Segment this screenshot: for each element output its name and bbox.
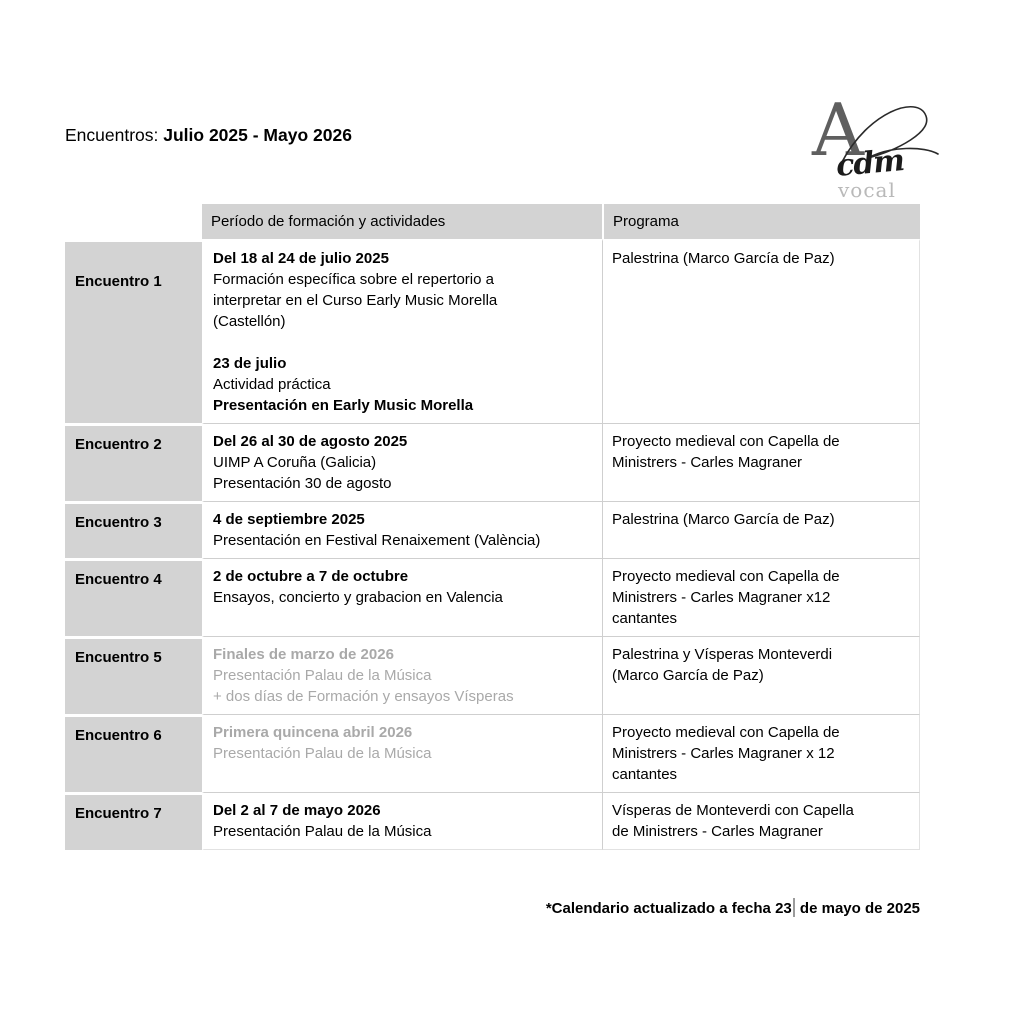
page-title-range: Julio 2025 - Mayo 2026 — [163, 125, 352, 145]
periodo-line: UIMP A Coruña (Galicia) — [213, 454, 377, 471]
periodo-line: Ensayos, concierto y grabacion en Valencia — [213, 589, 503, 606]
periodo-line: 23 de julio — [213, 355, 287, 372]
encuentro-label: Encuentro 3 — [65, 501, 202, 558]
schedule-table-wrap — [65, 204, 920, 850]
logo-sub-vocal: vocal — [838, 178, 896, 202]
programa-cell — [602, 636, 920, 714]
programa-cell — [602, 239, 920, 423]
periodo-line: Presentación en Early Music Morella — [213, 397, 474, 414]
encuentro-label: Encuentro 2 — [65, 423, 202, 501]
header-empty-cell — [65, 204, 202, 239]
programa-line: Palestrina (Marco García de Paz) — [612, 250, 835, 267]
programa-cell — [602, 501, 920, 558]
programa-cell — [602, 423, 920, 501]
periodo-cell — [202, 714, 602, 792]
periodo-line: Formación específica sobre el repertorio a — [213, 271, 494, 288]
schedule-row — [65, 558, 920, 636]
header-programa: Programa — [602, 204, 920, 239]
schedule-row — [65, 714, 920, 792]
schedule-row — [65, 423, 920, 501]
periodo-cell — [202, 423, 602, 501]
periodo-line: Finales de marzo de 2026 — [213, 646, 394, 663]
programa-line: Vísperas de Monteverdi con Capella — [612, 802, 854, 819]
schedule-row — [65, 636, 920, 714]
periodo-line: Del 2 al 7 de mayo 2026 — [213, 802, 381, 819]
programa-line: cantantes — [612, 610, 678, 627]
programa-line: Proyecto medieval con Capella de — [612, 433, 840, 450]
update-note — [546, 898, 920, 917]
periodo-line: + dos días de Formación y ensayos Vísperas — [213, 688, 514, 705]
periodo-cell — [202, 792, 602, 850]
update-note-before-caret: *Calendario actualizado a fecha 23 — [545, 900, 792, 917]
encuentro-label: Encuentro 5 — [65, 636, 202, 714]
logo-letter-a: A — [812, 88, 864, 172]
programa-line: Ministrers - Carles Magraner — [612, 454, 803, 471]
periodo-cell — [202, 636, 602, 714]
periodo-line: Presentación Palau de la Música — [213, 745, 432, 762]
page-title-prefix: Encuentros: — [65, 125, 164, 145]
periodo-line: Primera quincena abril 2026 — [213, 724, 413, 741]
page-title — [65, 124, 352, 146]
schedule-row — [65, 239, 920, 423]
programa-line: de Ministrers - Carles Magraner — [612, 823, 823, 840]
periodo-line: 2 de octubre a 7 de octubre — [213, 568, 409, 585]
periodo-line: Presentación Palau de la Música — [213, 667, 432, 684]
programa-cell — [602, 558, 920, 636]
periodo-line: Presentación en Festival Renaixement (València) — [213, 532, 541, 549]
periodo-line: 4 de septiembre 2025 — [213, 511, 365, 528]
schedule-table — [65, 204, 920, 850]
periodo-line: (Castellón) — [213, 313, 286, 330]
programa-line: cantantes — [612, 766, 678, 783]
periodo-line: Presentación 30 de agosto — [213, 475, 392, 492]
periodo-line: Presentación Palau de la Música — [213, 823, 432, 840]
programa-line: Ministrers - Carles Magraner x 12 — [612, 745, 835, 762]
periodo-line: Actividad práctica — [213, 376, 331, 393]
table-header-row — [65, 204, 920, 239]
schedule-row — [65, 501, 920, 558]
programa-line: Palestrina y Vísperas Monteverdi — [612, 646, 833, 663]
acdm-vocal-logo — [806, 88, 946, 202]
periodo-cell — [202, 558, 602, 636]
periodo-cell — [202, 501, 602, 558]
periodo-line: interpretar en el Curso Early Music Morella — [213, 292, 498, 309]
schedule-body — [65, 239, 920, 850]
periodo-line — [213, 332, 593, 353]
periodo-line: Del 18 al 24 de julio 2025 — [213, 250, 389, 267]
header-periodo: Período de formación y actividades — [202, 204, 602, 239]
programa-cell — [602, 792, 920, 850]
logo-script-cdm: cdm — [834, 143, 906, 184]
periodo-line: Del 26 al 30 de agosto 2025 — [213, 433, 408, 450]
encuentro-label: Encuentro 4 — [65, 558, 202, 636]
update-note-after-caret: de mayo de 2025 — [795, 900, 920, 917]
text-caret[interactable] — [793, 898, 795, 917]
schedule-row — [65, 792, 920, 850]
programa-line: Ministrers - Carles Magraner x12 — [612, 589, 831, 606]
programa-line: Proyecto medieval con Capella de — [612, 568, 840, 585]
programa-cell — [602, 714, 920, 792]
periodo-cell — [202, 239, 602, 423]
programa-line: Palestrina (Marco García de Paz) — [612, 511, 835, 528]
encuentro-label: Encuentro 1 — [65, 239, 202, 423]
programa-line: Proyecto medieval con Capella de — [612, 724, 840, 741]
encuentro-label: Encuentro 7 — [65, 792, 202, 850]
programa-line: (Marco García de Paz) — [612, 667, 764, 684]
encuentro-label: Encuentro 6 — [65, 714, 202, 792]
